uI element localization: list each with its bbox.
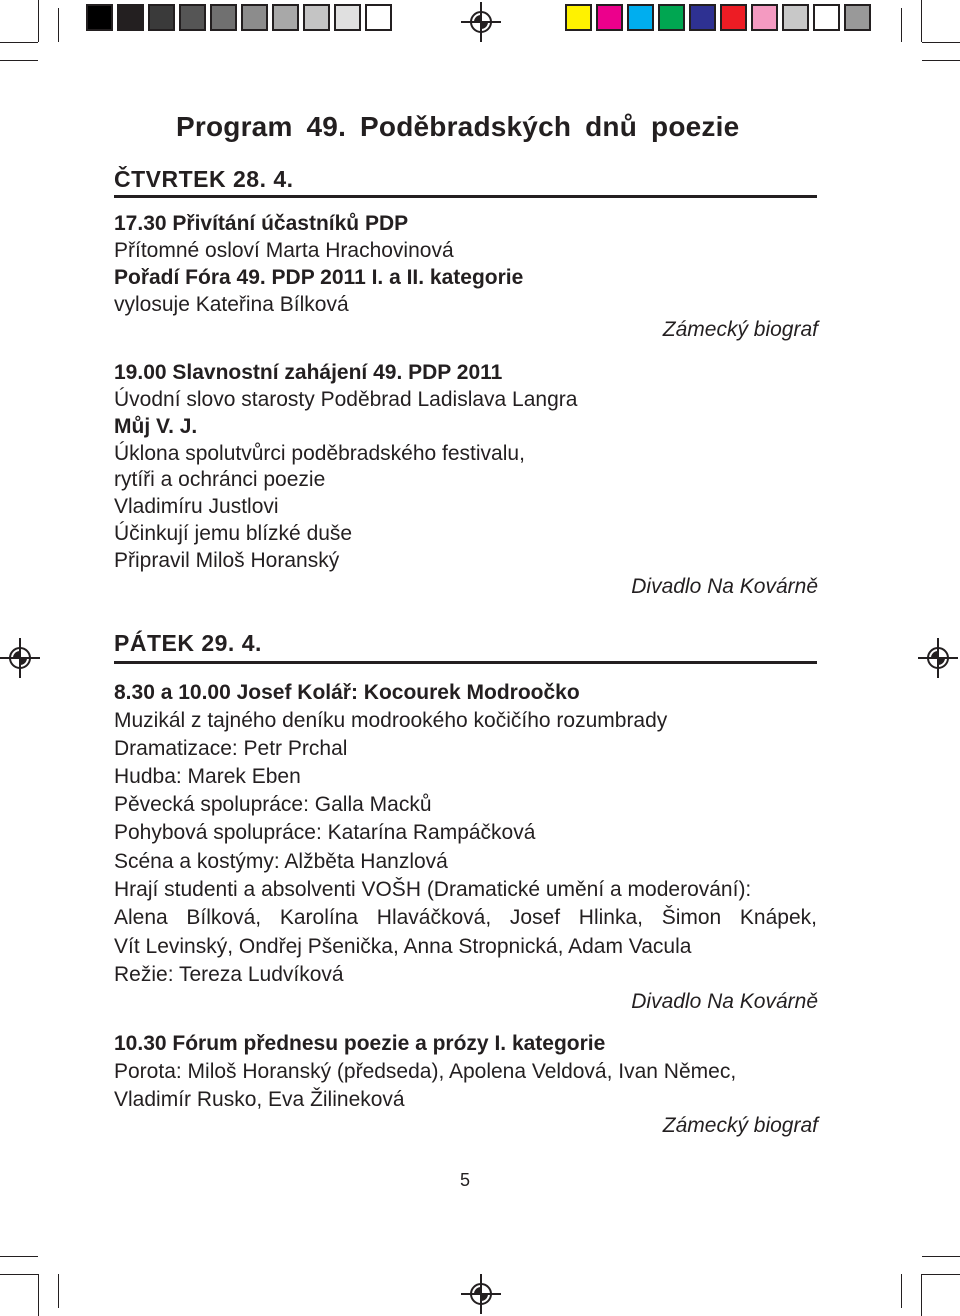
registration-mark-right <box>918 638 958 678</box>
grayscale-swatch <box>365 4 392 31</box>
grayscale-swatch <box>334 4 361 31</box>
event-line: Vít Levinský, Ondřej Pšenička, Anna Stropnická, Adam Vacula <box>114 935 692 958</box>
color-swatch <box>782 4 809 31</box>
day-heading-thursday: ČTVRTEK 28. 4. <box>114 166 294 192</box>
event-line: Muzikál z tajného deníku modrookého kočičího rozumbrady <box>114 709 668 732</box>
grayscale-swatch <box>179 4 206 31</box>
event-headline: 17.30 Přivítání účastníků PDP <box>114 212 409 235</box>
color-swatch <box>751 4 778 31</box>
section-divider <box>114 661 817 664</box>
event-line: Úklona spolutvůrci poděbradského festivalu, <box>114 442 525 465</box>
color-swatch <box>813 4 840 31</box>
color-swatch <box>844 4 871 31</box>
grayscale-swatch <box>303 4 330 31</box>
event-line: rytíři a ochránci poezie <box>114 468 326 491</box>
day-heading-friday: PÁTEK 29. 4. <box>114 630 262 656</box>
event-line: Vladimíru Justlovi <box>114 495 279 518</box>
grayscale-swatch <box>210 4 237 31</box>
grayscale-swatch <box>272 4 299 31</box>
event-venue: Divadlo Na Kovárně <box>631 990 818 1013</box>
page-title: Program 49. Poděbradských dnů poezie <box>176 111 740 142</box>
registration-mark-left <box>0 638 40 678</box>
event-line: Pořadí Fóra 49. PDP 2011 I. a II. kategorie <box>114 266 524 289</box>
page-number: 5 <box>460 1170 471 1190</box>
event-line: vylosuje Kateřina Bílková <box>114 293 349 316</box>
section-divider <box>114 195 817 198</box>
grayscale-swatch <box>148 4 175 31</box>
event-line: Scéna a kostýmy: Alžběta Hanzlová <box>114 850 448 873</box>
grayscale-swatch <box>241 4 268 31</box>
color-swatch <box>720 4 747 31</box>
event-headline: 8.30 a 10.00 Josef Kolář: Kocourek Modroočko <box>114 681 580 704</box>
event-line: Pěvecká spolupráce: Galla Macků <box>114 793 432 816</box>
color-swatch <box>596 4 623 31</box>
event-line: Dramatizace: Petr Prchal <box>114 737 348 760</box>
event-line: Hudba: Marek Eben <box>114 765 301 788</box>
event-venue: Divadlo Na Kovárně <box>631 575 818 598</box>
event-line: Režie: Tereza Ludvíková <box>114 963 344 986</box>
color-swatch <box>658 4 685 31</box>
event-line: Přítomné osloví Marta Hrachovinová <box>114 239 454 262</box>
color-swatch <box>627 4 654 31</box>
color-swatch <box>565 4 592 31</box>
event-venue: Zámecký biograf <box>662 318 818 341</box>
event-line: Pohybová spolupráce: Katarína Rampáčková <box>114 821 536 844</box>
event-line: Připravil Miloš Horanský <box>114 549 340 572</box>
event-line: Alena Bílková, Karolína Hlaváčková, Josef Hlinka, Šimon Knápek, <box>114 906 817 929</box>
event-line: Porota: Miloš Horanský (předseda), Apolena Veldová, Ivan Němec, <box>114 1060 737 1083</box>
event-subheadline: Můj V. J. <box>114 415 198 438</box>
grayscale-swatch <box>117 4 144 31</box>
event-headline: 19.00 Slavnostní zahájení 49. PDP 2011 <box>114 361 503 384</box>
color-swatch <box>689 4 716 31</box>
event-line: Úvodní slovo starosty Poděbrad Ladislava Langra <box>114 388 578 411</box>
event-line: Účinkují jemu blízké duše <box>114 522 353 545</box>
event-line: Hrají studenti a absolventi VOŠH (Dramatické umění a moderování): <box>114 878 752 901</box>
event-line: Vladimír Rusko, Eva Žilineková <box>114 1088 405 1111</box>
event-headline: 10.30 Fórum přednesu poezie a prózy I. kategorie <box>114 1032 606 1055</box>
grayscale-swatch <box>86 4 113 31</box>
registration-mark-bottom <box>461 1274 501 1314</box>
registration-mark-top <box>461 2 501 42</box>
event-venue: Zámecký biograf <box>662 1114 818 1137</box>
